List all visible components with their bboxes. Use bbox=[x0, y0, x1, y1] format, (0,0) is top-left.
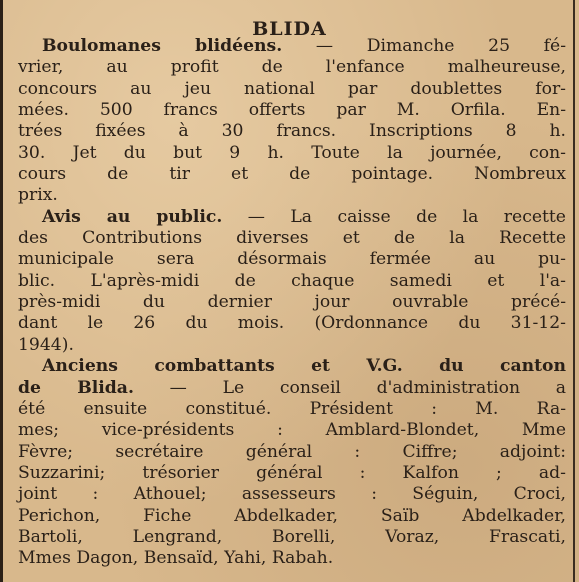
line-text: dant le 26 du mois. (Ordonnance du 31-12- bbox=[18, 313, 566, 334]
text-line bbox=[18, 249, 566, 270]
text-line bbox=[18, 399, 566, 420]
text-line bbox=[18, 185, 566, 206]
text-line bbox=[18, 442, 566, 463]
line-text: cours de tir et de pointage. Nombreux bbox=[18, 164, 566, 185]
text-line bbox=[18, 207, 566, 228]
right-column-rule bbox=[573, 0, 575, 582]
section-heading: BLIDA bbox=[252, 18, 327, 40]
text-line bbox=[18, 356, 566, 377]
line-text: 30. Jet du but 9 h. Toute la journée, con- bbox=[18, 142, 566, 163]
line-text: blic. L'après-midi de chaque samedi et l'a- bbox=[18, 270, 566, 291]
line-text: Bartoli, Lengrand, Borelli, Voraz, Frascati, bbox=[18, 526, 566, 547]
text-line bbox=[18, 271, 566, 292]
left-column-rule bbox=[0, 0, 3, 582]
line-text: près-midi du dernier jour ouvrable précé- bbox=[18, 292, 566, 313]
text-line bbox=[18, 484, 566, 505]
text-line bbox=[18, 164, 566, 185]
text-line bbox=[18, 506, 566, 527]
article-column bbox=[18, 36, 566, 570]
paragraph-boulomanes bbox=[18, 36, 566, 207]
line-text: mes; vice-présidents : Amblard-Blondet, Mme bbox=[18, 420, 566, 441]
text-line bbox=[18, 378, 566, 399]
line-text: mées. 500 francs offerts par M. Orfila. En- bbox=[18, 100, 566, 121]
bold-lead: Boulomanes blidéens. bbox=[42, 36, 283, 56]
text-line bbox=[18, 121, 566, 142]
line-text: trées fixées à 30 francs. Inscriptions 8 h. bbox=[18, 121, 566, 142]
text-line bbox=[18, 36, 566, 57]
text-line bbox=[18, 79, 566, 100]
line-text: concours au jeu national par doublettes for- bbox=[18, 78, 566, 99]
text-line bbox=[18, 292, 566, 313]
text-line bbox=[18, 143, 566, 164]
line-text: prix. bbox=[18, 185, 58, 206]
text-line bbox=[18, 313, 566, 334]
bold-lead: Anciens combattants et V.G. du canton bbox=[42, 356, 566, 377]
text-line bbox=[18, 527, 566, 548]
line-text: — La caisse de la recette bbox=[222, 206, 566, 227]
bold-lead: de Blida. bbox=[18, 377, 134, 398]
text-line bbox=[18, 100, 566, 121]
paragraph-avis bbox=[18, 207, 566, 356]
text-line bbox=[18, 335, 566, 356]
text-line bbox=[18, 57, 566, 78]
text-line bbox=[18, 420, 566, 441]
line-text: des Contributions diverses et de la Recette bbox=[18, 228, 566, 249]
text-line bbox=[18, 228, 566, 249]
line-text: municipale sera désormais fermée au pu- bbox=[18, 249, 566, 270]
line-text: été ensuite constitué. Président : M. Ra- bbox=[18, 398, 566, 419]
line-text: — Le conseil d'administration a bbox=[133, 377, 566, 398]
line-text: Perichon, Fiche Abdelkader, Saïb Abdelkader, bbox=[18, 505, 566, 526]
line-text: vrier, au profit de l'enfance malheureuse, bbox=[18, 57, 566, 78]
text-line bbox=[18, 463, 566, 484]
paragraph-anciens-combattants bbox=[18, 356, 566, 569]
bold-lead: Avis au public. bbox=[42, 206, 223, 227]
line-text: — Dimanche 25 fé- bbox=[282, 36, 567, 56]
line-text: joint : Athouel; assesseurs : Séguin, Croci, bbox=[18, 484, 566, 505]
text-line bbox=[18, 548, 566, 569]
line-text: Fèvre; secrétaire général : Ciffre; adjoint: bbox=[18, 441, 566, 462]
line-text: 1944). bbox=[18, 334, 74, 355]
line-text: Mmes Dagon, Bensaïd, Yahi, Rabah. bbox=[18, 548, 334, 569]
line-text: Suzzarini; trésorier général : Kalfon ; ad- bbox=[18, 462, 566, 483]
